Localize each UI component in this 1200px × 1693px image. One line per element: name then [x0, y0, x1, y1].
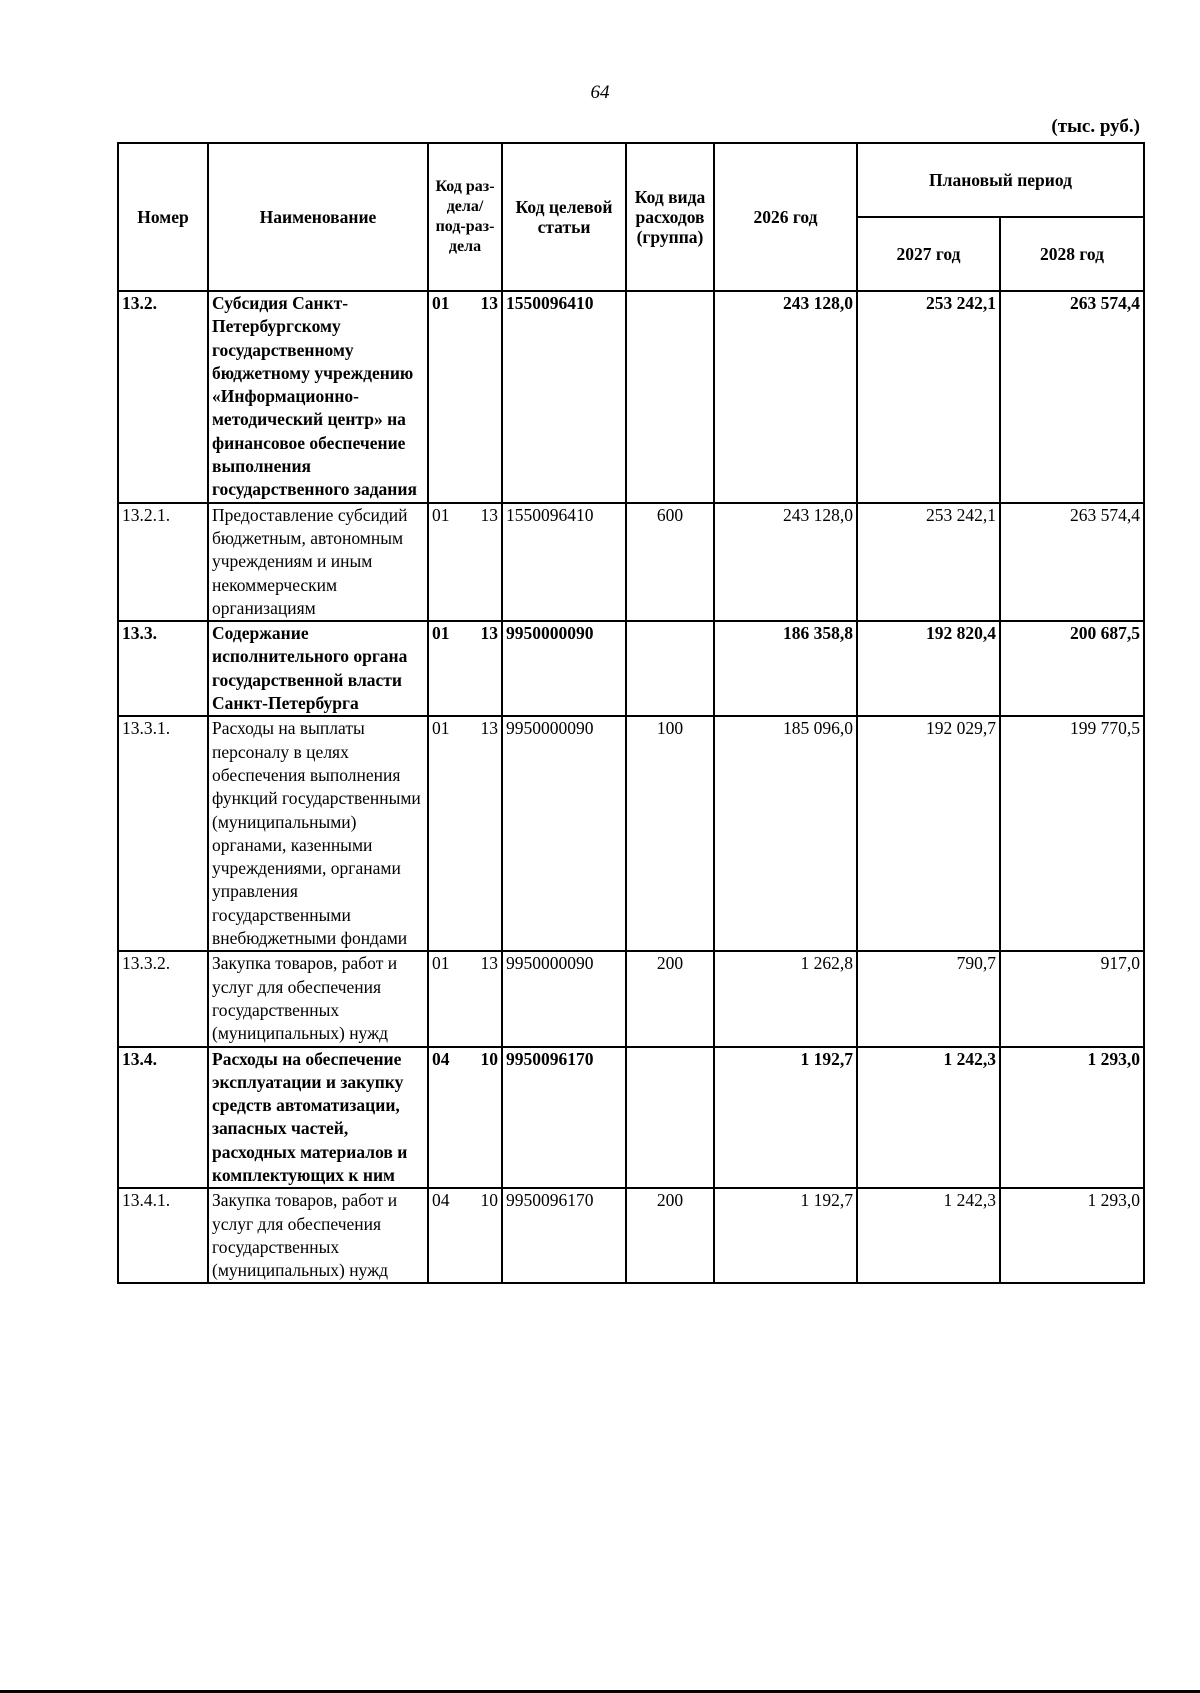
row-target-code: 9950000090 [502, 716, 626, 951]
table-row [118, 1047, 1144, 1189]
row-value-2028: 199 770,5 [1000, 716, 1144, 951]
row-section: 01 [432, 293, 450, 313]
units-label: (тыс. руб.) [1051, 116, 1140, 137]
row-expense-type [626, 621, 714, 716]
row-section: 01 [432, 718, 450, 739]
row-value-2028: 1 293,0 [1000, 1047, 1144, 1189]
row-target-code: 9950096170 [502, 1047, 626, 1189]
header-year-2028: 2028 год [1000, 217, 1144, 291]
row-section: 01 [432, 953, 450, 974]
row-expense-type: 600 [626, 503, 714, 621]
row-value-2027: 1 242,3 [857, 1188, 1000, 1283]
row-section-code [428, 1047, 502, 1189]
header-year-2026: 2026 год [714, 143, 857, 291]
row-value-2028: 263 574,4 [1000, 291, 1144, 503]
header-number: Номер [118, 143, 208, 291]
row-subsection: 10 [480, 1190, 498, 1211]
row-section: 01 [432, 623, 450, 644]
row-number: 13.3. [118, 621, 208, 716]
header-planning-period: Плановый период [857, 143, 1144, 217]
row-value-2026: 1 262,8 [714, 951, 857, 1046]
header-target-code: Код целевой статьи [502, 143, 626, 291]
table-row [118, 951, 1144, 1046]
row-value-2028: 917,0 [1000, 951, 1144, 1046]
row-expense-type [626, 1047, 714, 1189]
row-section-code [428, 1188, 502, 1283]
budget-table [117, 142, 1145, 1284]
row-value-2027: 253 242,1 [857, 503, 1000, 621]
row-value-2028: 263 574,4 [1000, 503, 1144, 621]
row-number: 13.2. [118, 291, 208, 503]
row-expense-type: 200 [626, 1188, 714, 1283]
row-number: 13.4. [118, 1047, 208, 1189]
header-name: Наименование [208, 143, 428, 291]
row-value-2027: 253 242,1 [857, 291, 1000, 503]
row-target-code: 9950000090 [502, 951, 626, 1046]
row-number: 13.3.2. [118, 951, 208, 1046]
row-number: 13.2.1. [118, 503, 208, 621]
header-expense-type-code: Код вида расходов (группа) [626, 143, 714, 291]
row-target-code: 9950096170 [502, 1188, 626, 1283]
row-name: Содержание исполнительного органа государственной власти Санкт-Петербурга [208, 621, 428, 716]
row-section-code [428, 716, 502, 951]
row-value-2026: 243 128,0 [714, 503, 857, 621]
row-value-2026: 243 128,0 [714, 291, 857, 503]
row-name: Расходы на выплаты персоналу в целях обеспечения выполнения функций государственными (муниципальными) органами, казенными учреждениями, органами управления государственными внебюджетными фондами [208, 716, 428, 951]
row-name: Расходы на обеспечение эксплуатации и закупку средств автоматизации, запасных частей, расходных материалов и комплектующих к ним [208, 1047, 428, 1189]
table-body [118, 291, 1144, 1283]
row-number: 13.4.1. [118, 1188, 208, 1283]
row-expense-type: 200 [626, 951, 714, 1046]
table-row [118, 291, 1144, 503]
row-number: 13.3.1. [118, 716, 208, 951]
row-subsection: 13 [480, 293, 498, 313]
page-number: 64 [590, 82, 610, 103]
row-value-2026: 185 096,0 [714, 716, 857, 951]
row-subsection: 13 [480, 953, 498, 974]
row-name: Закупка товаров, работ и услуг для обеспечения государственных (муниципальных) нужд [208, 1188, 428, 1283]
table-row [118, 716, 1144, 951]
row-section: 04 [432, 1190, 450, 1211]
row-subsection: 10 [480, 1048, 498, 1069]
row-value-2028: 200 687,5 [1000, 621, 1144, 716]
table-row [118, 621, 1144, 716]
row-target-code: 1550096410 [502, 291, 626, 503]
row-section-code [428, 951, 502, 1046]
row-value-2027: 192 029,7 [857, 716, 1000, 951]
row-value-2026: 186 358,8 [714, 621, 857, 716]
row-section: 01 [432, 504, 450, 525]
header-year-2027: 2027 год [857, 217, 1000, 291]
row-target-code: 1550096410 [502, 503, 626, 621]
row-expense-type [626, 291, 714, 503]
row-value-2027: 1 242,3 [857, 1047, 1000, 1189]
row-subsection: 13 [480, 504, 498, 525]
row-name: Субсидия Санкт-Петербургскому государственному бюджетному учреждению «Информационно-методический центр» на финансовое обеспечение выполнения государственного задания [208, 291, 428, 503]
row-subsection: 13 [480, 718, 498, 739]
row-section-code [428, 503, 502, 621]
header-section-code: Код раз-дела/ под-раз-дела [428, 143, 502, 291]
row-name: Предоставление субсидий бюджетным, автономным учреждениям и иным некоммерческим организациям [208, 503, 428, 621]
row-section-code [428, 621, 502, 716]
row-section: 04 [432, 1048, 450, 1069]
row-subsection: 13 [480, 623, 498, 644]
row-value-2027: 790,7 [857, 951, 1000, 1046]
table-row [118, 1188, 1144, 1283]
row-name: Закупка товаров, работ и услуг для обеспечения государственных (муниципальных) нужд [208, 951, 428, 1046]
row-value-2026: 1 192,7 [714, 1188, 857, 1283]
row-value-2027: 192 820,4 [857, 621, 1000, 716]
table-row [118, 503, 1144, 621]
row-value-2026: 1 192,7 [714, 1047, 857, 1189]
row-expense-type: 100 [626, 716, 714, 951]
row-value-2028: 1 293,0 [1000, 1188, 1144, 1283]
row-section-code [428, 291, 502, 503]
row-target-code: 9950000090 [502, 621, 626, 716]
